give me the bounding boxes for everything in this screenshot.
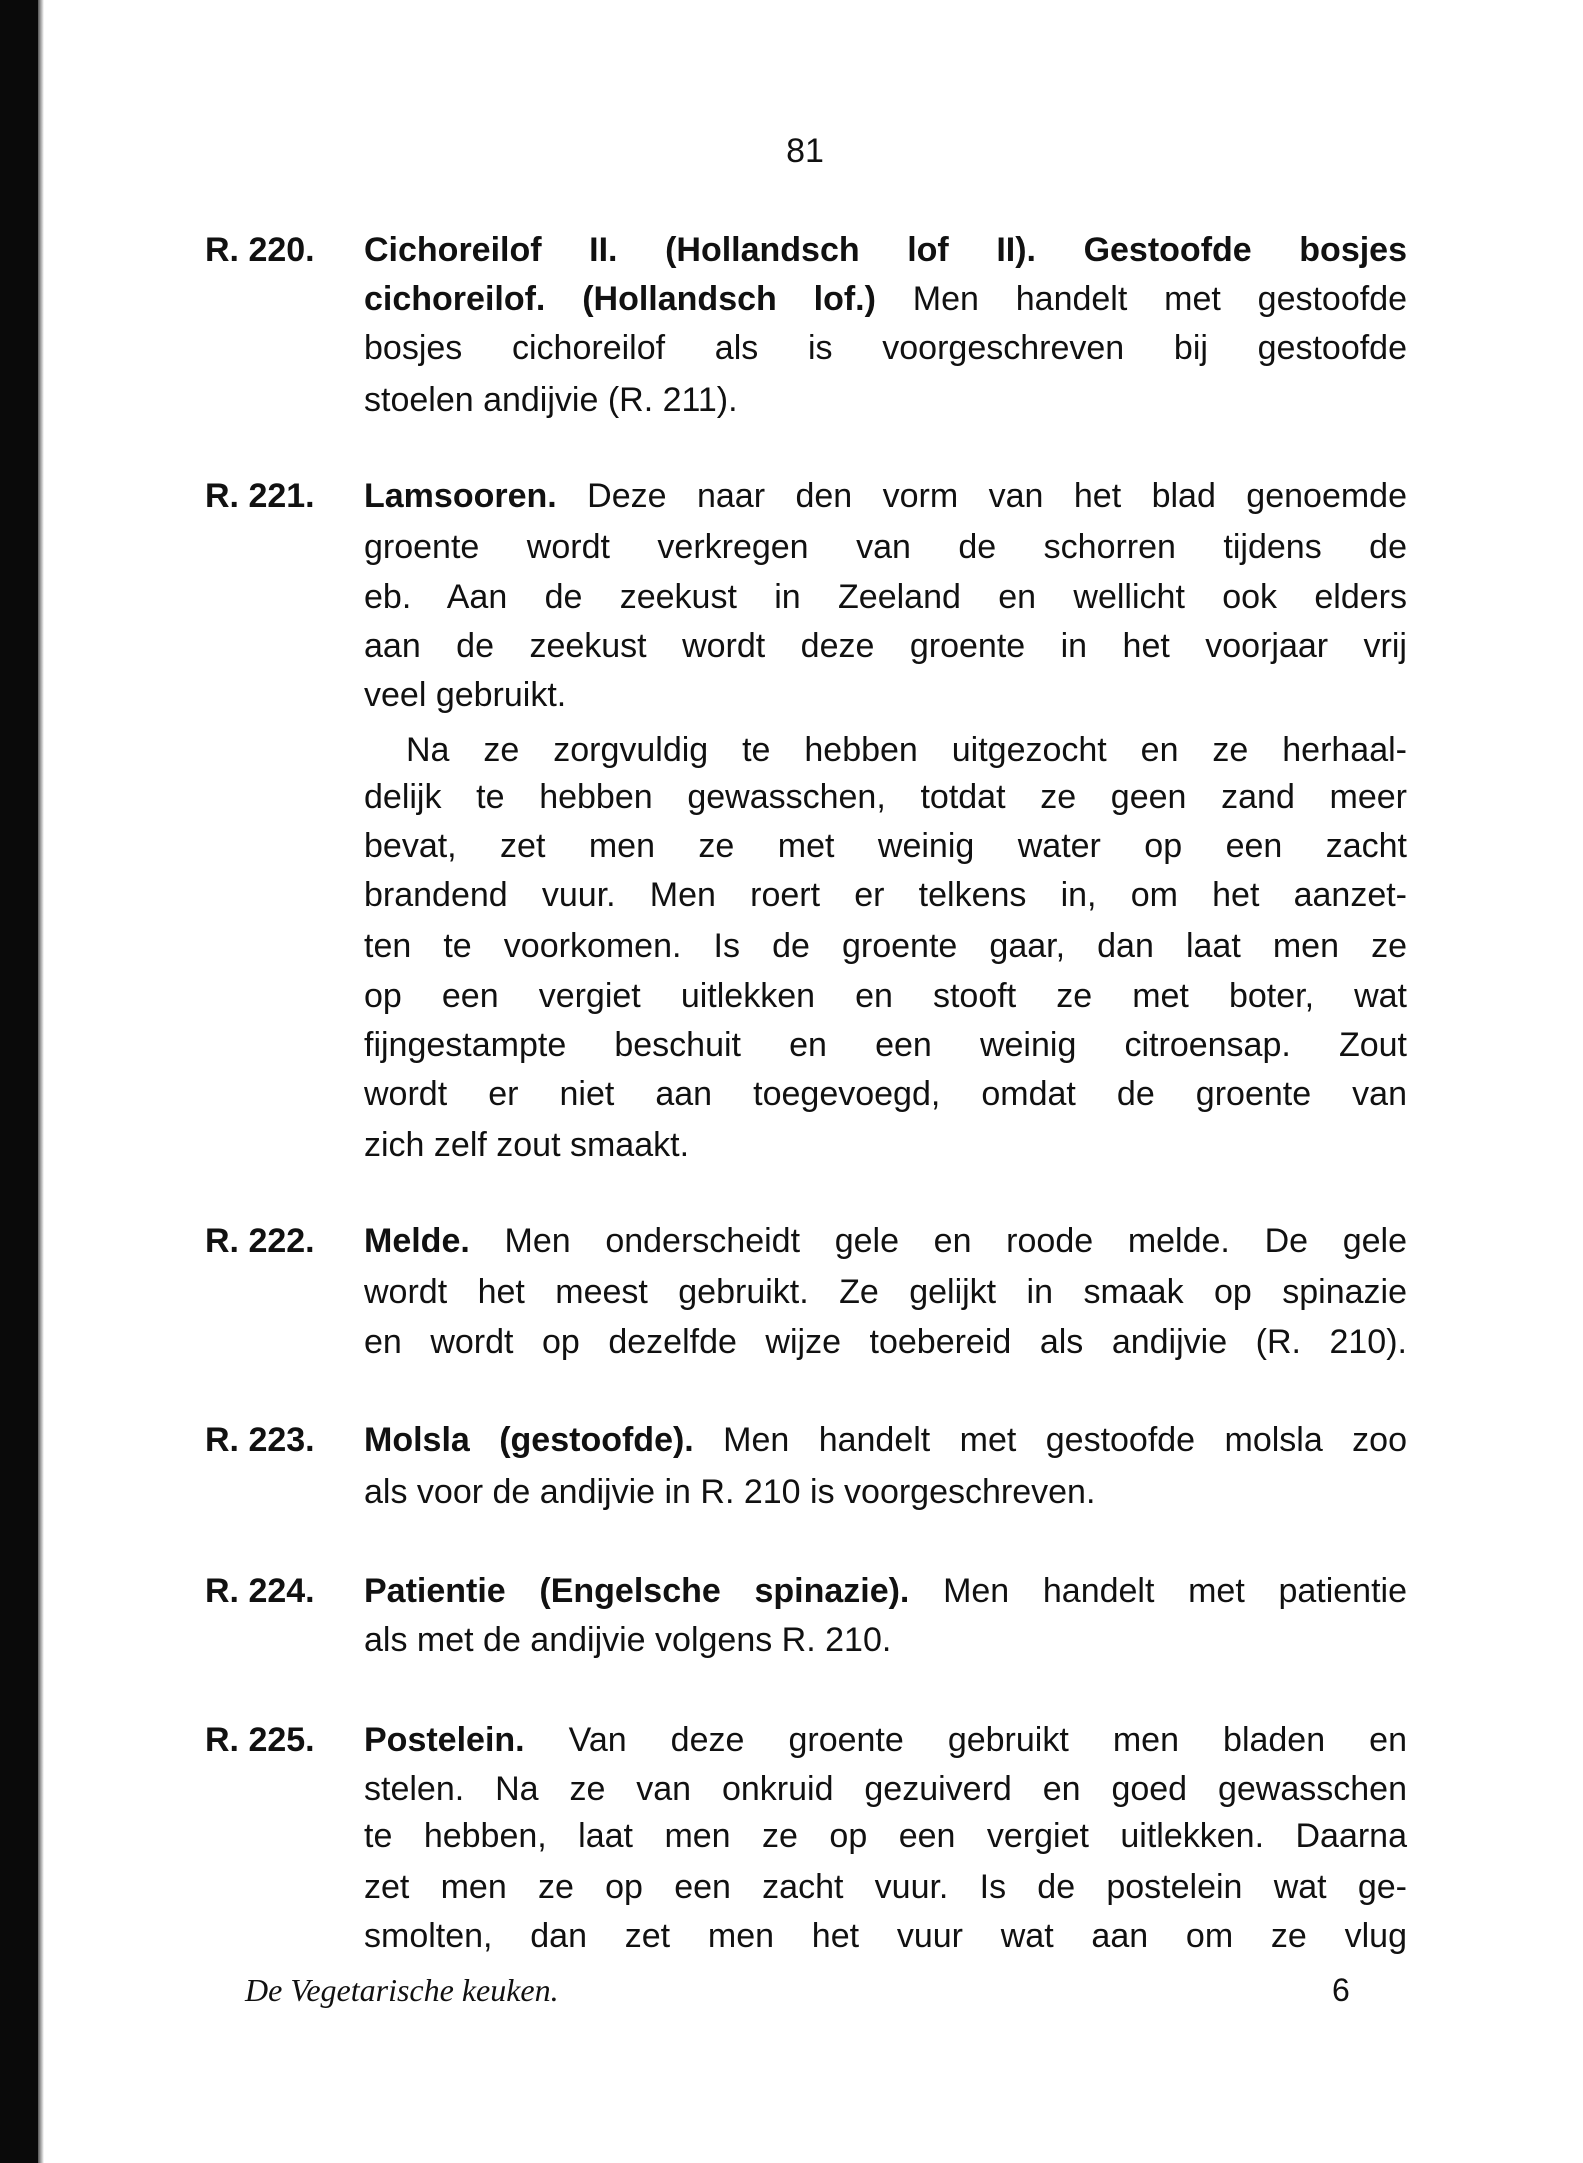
text-line: [364, 476, 1407, 516]
text-line: [364, 1916, 1407, 1956]
recipe-text: brandend vuur. Men roert er telkens in, om het aanzet-: [364, 876, 1407, 915]
recipe-text: wordt het meest gebruikt. Ze gelijkt in smaak op spinazie: [364, 1272, 1407, 1311]
text-line: [364, 527, 1407, 567]
recipe-title: cichoreilof. (Hollandsch lof.): [364, 280, 876, 318]
recipe-number: R. 223.: [205, 1421, 315, 1459]
recipe-title: Molsla (gestoofde).: [364, 1421, 694, 1459]
text-line: [364, 875, 1407, 915]
scan-edge: [0, 0, 38, 2163]
text-line: [364, 675, 1407, 715]
recipe-text: Men handelt met gestoofde molsla zoo: [693, 1421, 1407, 1459]
recipe-text: zich zelf zout smaakt.: [364, 1125, 690, 1164]
text-line: [364, 1816, 1407, 1856]
recipe-number: R. 225.: [205, 1720, 315, 1759]
text-line: [364, 1769, 1407, 1809]
text-line: [364, 1074, 1407, 1114]
text-line: [364, 926, 1407, 966]
text-line: [364, 826, 1407, 866]
text-line: [364, 1322, 1407, 1362]
text-line: [364, 1720, 1407, 1760]
text-line: [364, 380, 1407, 420]
recipe-text: Men handelt met gestoofde: [875, 280, 1408, 318]
text-line: [364, 577, 1407, 617]
footer-book-title: De Vegetarische keuken.: [245, 1972, 559, 2008]
recipe-text: ten te voorkomen. Is de groente gaar, dan laat men ze: [364, 926, 1407, 965]
recipe-text: Van deze groente gebruikt men bladen en: [524, 1720, 1407, 1759]
text-line: [364, 1125, 1407, 1165]
recipe-text: groente wordt verkregen van de schorren tijdens de: [364, 527, 1407, 566]
recipe-text: Na ze zorgvuldig te hebben uitgezocht en ze herhaal-: [406, 730, 1407, 769]
recipe-text: bosjes cichoreilof als is voorgeschreven bij gestoofde: [364, 329, 1407, 367]
recipe-title: Cichoreilof II. (Hollandsch lof II). Gestoofde bosjes: [364, 231, 1407, 269]
footer-signature: 6: [1332, 1972, 1350, 2008]
recipe-text: aan de zeekust wordt deze groente in het voorjaar vrij: [364, 627, 1407, 666]
text-line: [406, 730, 1407, 770]
text-line: [364, 626, 1407, 666]
text-line: [364, 1620, 1407, 1660]
text-line: [364, 976, 1407, 1016]
text-line: [364, 777, 1407, 817]
text-line: [364, 1472, 1407, 1512]
text-line: [364, 1420, 1407, 1460]
recipe-text: bevat, zet men ze met weinig water op een zacht: [364, 827, 1407, 866]
text-line: [364, 1867, 1407, 1907]
text-line: [364, 1025, 1407, 1065]
recipe-title: Patientie (Engelsche spinazie).: [364, 1572, 910, 1611]
scan-edge-shadow: [38, 0, 44, 2163]
recipe-text: smolten, dan zet men het vuur wat aan om ze vlug: [364, 1916, 1407, 1955]
recipe-text: fijngestampte beschuit en een weinig citroensap. Zout: [364, 1026, 1407, 1065]
recipe-text: stelen. Na ze van onkruid gezuiverd en goed gewasschen: [364, 1769, 1407, 1808]
recipe-text: stoelen andijvie (R. 211).: [364, 380, 738, 419]
recipe-text: Men handelt met patientie: [909, 1572, 1408, 1611]
recipe-number: R. 221.: [205, 477, 315, 516]
recipe-title: Lamsooren.: [364, 477, 557, 516]
recipe-text: veel gebruikt.: [364, 676, 567, 715]
text-line: [364, 328, 1407, 368]
text-line: [364, 230, 1407, 270]
recipe-text: delijk te hebben gewasschen, totdat ze geen zand meer: [364, 778, 1407, 817]
recipe-number: R. 224.: [205, 1572, 315, 1611]
page-number: 81: [786, 132, 824, 170]
text-line: [364, 1221, 1407, 1261]
recipe-number: R. 222.: [205, 1222, 315, 1261]
text-line: [364, 279, 1407, 319]
recipe-text: als met de andijvie volgens R. 210.: [364, 1621, 892, 1660]
recipe-text: Deze naar den vorm van het blad genoemde: [556, 477, 1407, 516]
recipe-title: Postelein.: [364, 1720, 525, 1759]
recipe-number: R. 220.: [205, 231, 315, 269]
recipe-text: Men onderscheidt gele en roode melde. De gele: [469, 1222, 1407, 1261]
recipe-text: eb. Aan de zeekust in Zeeland en wellicht ook elders: [364, 578, 1407, 617]
recipe-text: op een vergiet uitlekken en stooft ze met boter, wat: [364, 977, 1407, 1016]
recipe-text: als voor de andijvie in R. 210 is voorgeschreven.: [364, 1472, 1096, 1511]
recipe-text: zet men ze op een zacht vuur. Is de postelein wat ge-: [364, 1867, 1407, 1906]
recipe-text: te hebben, laat men ze op een vergiet uitlekken. Daarna: [364, 1817, 1407, 1856]
recipe-text: en wordt op dezelfde wijze toebereid als andijvie (R. 210).: [364, 1323, 1407, 1361]
recipe-title: Melde.: [364, 1222, 470, 1261]
recipe-text: wordt er niet aan toegevoegd, omdat de groente van: [364, 1075, 1407, 1114]
text-line: [364, 1272, 1407, 1312]
text-line: [364, 1571, 1407, 1611]
